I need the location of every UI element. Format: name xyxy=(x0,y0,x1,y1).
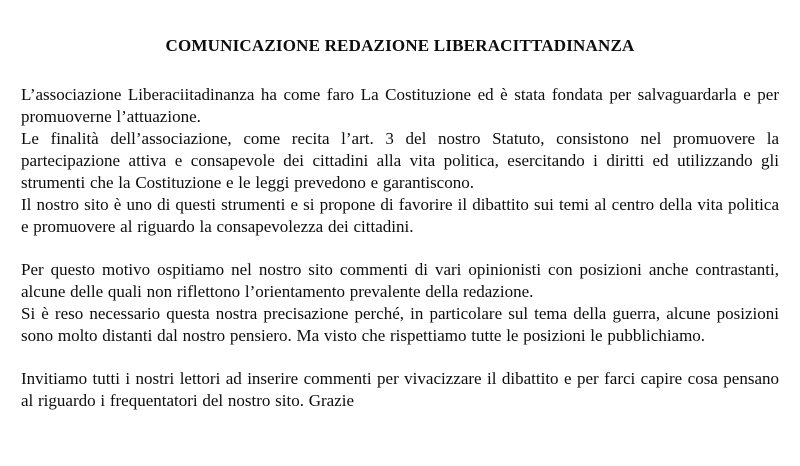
document-title: COMUNICAZIONE REDAZIONE LIBERACITTADINANZA xyxy=(165,36,635,55)
paragraph: Si è reso necessario questa nostra precisazione perché, in particolare sul tema della guerra, alcune posizioni sono molto distanti dal nostro pensiero. Ma visto che rispettiamo tutte le posizioni le pubblichiamo. xyxy=(21,304,779,345)
paragraph-block-positions xyxy=(21,259,779,347)
paragraph: L’associazione Liberaciitadinanza ha come faro La Costituzione ed è stata fondata per salvaguardarla e per promuoverne l’attuazione. xyxy=(21,85,779,126)
paragraph-block-invitation xyxy=(21,368,779,412)
paragraph: Le finalità dell’associazione, come recita l’art. 3 del nostro Statuto, consistono nel promuovere la partecipazione attiva e consapevole dei cittadini alla vita politica, esercitando i diritti ed utilizzando gli strumenti che la Costituzione e le leggi prevedono e garantiscono. xyxy=(21,129,779,192)
paragraph-block-intro xyxy=(21,84,779,238)
paragraph: Il nostro sito è uno di questi strumenti e si propone di favorire il dibattito sui temi al centro della vita politica e promuovere al riguardo la consapevolezza dei cittadini. xyxy=(21,195,779,236)
paragraph: Per questo motivo ospitiamo nel nostro sito commenti di vari opinionisti con posizioni anche contrastanti, alcune delle quali non riflettono l’orientamento prevalente della redazione. xyxy=(21,260,779,301)
paragraph: Invitiamo tutti i nostri lettori ad inserire commenti per vivacizzare il dibattito e per farci capire cosa pensano al riguardo i frequentatori del nostro sito. Grazie xyxy=(21,369,779,410)
